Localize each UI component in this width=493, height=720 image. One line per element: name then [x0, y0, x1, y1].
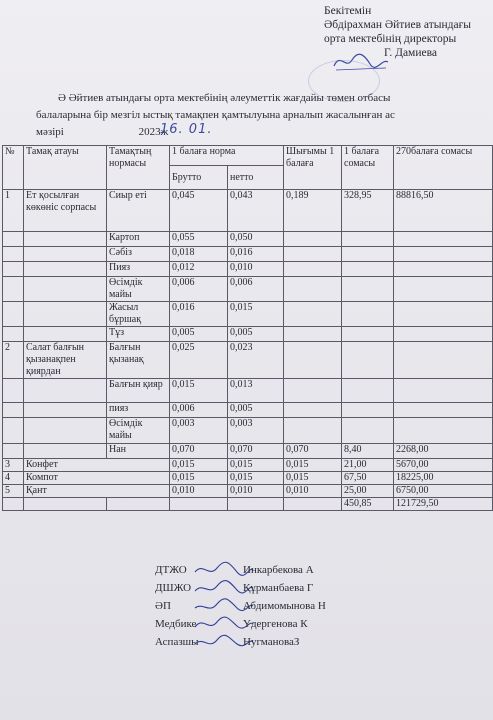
row-number: [3, 327, 24, 342]
table-row: [3, 444, 493, 459]
table-row: [3, 247, 493, 262]
row-netto: 0,070: [228, 444, 284, 459]
row-cost-one: [342, 403, 394, 418]
row-dish: [24, 444, 107, 459]
row-dish: Ет қосылған көкөніс сорпасы: [24, 190, 107, 232]
row-cost-270: 5670,00: [394, 459, 493, 472]
row-brutto: 0,045: [170, 190, 228, 232]
signature-name: НугмановаЗ: [243, 636, 300, 648]
row-dish: [24, 498, 107, 511]
row-number: [3, 277, 24, 302]
row-cost-one: 328,95: [342, 190, 394, 232]
row-output: [284, 232, 342, 247]
row-ingredient: Балғын қызанақ: [107, 342, 170, 379]
row-number: [3, 247, 24, 262]
row-dish: [24, 232, 107, 247]
row-dish: [24, 302, 107, 327]
row-netto: 0,010: [228, 485, 284, 498]
table-row: [3, 302, 493, 327]
row-output: [284, 327, 342, 342]
approval-school: Әбдірахман Әйтиев атындағы: [324, 19, 472, 31]
table-row: [3, 459, 493, 472]
row-number: [3, 418, 24, 444]
table-row: [3, 418, 493, 444]
row-number: [3, 379, 24, 403]
row-ingredient: Картоп: [107, 232, 170, 247]
row-netto: [228, 498, 284, 511]
row-number: [3, 262, 24, 277]
row-cost-one: [342, 232, 394, 247]
signature-role: ДТЖО: [155, 564, 187, 576]
row-cost-270: [394, 232, 493, 247]
row-ingredient: пияз: [107, 403, 170, 418]
row-brutto: 0,006: [170, 403, 228, 418]
row-output: 0,189: [284, 190, 342, 232]
header-per-child: 1 балаға норма: [170, 146, 284, 166]
row-netto: 0,023: [228, 342, 284, 379]
signature-name: Абдимомынова Н: [243, 600, 326, 612]
row-dish: [24, 379, 107, 403]
row-netto: 0,043: [228, 190, 284, 232]
approval-position: орта мектебінің директоры: [324, 33, 457, 45]
row-dish: [24, 327, 107, 342]
row-number: 3: [3, 459, 24, 472]
heading-menu-word: мәзірі: [36, 126, 64, 138]
row-ingredient: Жасыл бұршақ: [107, 302, 170, 327]
row-ingredient: Нан: [107, 444, 170, 459]
row-output: 0,070: [284, 444, 342, 459]
row-cost-one: [342, 277, 394, 302]
header-dish: Тамақ атауы: [24, 146, 107, 190]
heading-line-3: [36, 124, 478, 141]
menu-table: [2, 145, 493, 511]
header-norm: Тамақтың нормасы: [107, 146, 170, 190]
heading-line-2: балаларына бір мезгіл ыстық тамақпен қамтылуына арналып жасалынған ас: [36, 109, 395, 121]
row-cost-270: 6750,00: [394, 485, 493, 498]
row-output: [284, 342, 342, 379]
signature-name: Инкарбекова А: [243, 564, 314, 576]
table-row: [3, 277, 493, 302]
approval-director: Г. Дамиева: [384, 47, 437, 59]
row-cost-270: [394, 379, 493, 403]
table-row: [3, 190, 493, 232]
row-ingredient: Балғын қияр: [107, 379, 170, 403]
row-cost-270: 18225,00: [394, 472, 493, 485]
row-ingredient: Сәбіз: [107, 247, 170, 262]
row-netto: 0,005: [228, 403, 284, 418]
row-dish: [24, 418, 107, 444]
row-output: [284, 379, 342, 403]
row-number: 5: [3, 485, 24, 498]
row-cost-270: 121729,50: [394, 498, 493, 511]
header-netto: нетто: [228, 166, 284, 190]
row-brutto: 0,018: [170, 247, 228, 262]
row-cost-270: [394, 302, 493, 327]
table-row: [3, 403, 493, 418]
row-brutto: 0,016: [170, 302, 228, 327]
row-output: [284, 418, 342, 444]
row-output: [284, 498, 342, 511]
signature-role: ДШЖО: [155, 582, 192, 594]
row-brutto: [170, 498, 228, 511]
row-number: [3, 498, 24, 511]
row-ingredient: Өсімдік майы: [107, 418, 170, 444]
table-row: [3, 379, 493, 403]
row-dish: Конфет: [24, 459, 170, 472]
approval-title: Бекітемін: [324, 5, 372, 17]
row-cost-one: 8,40: [342, 444, 394, 459]
row-output: [284, 262, 342, 277]
row-netto: 0,006: [228, 277, 284, 302]
row-brutto: 0,070: [170, 444, 228, 459]
handwritten-date: 16. 01.: [160, 122, 213, 137]
signature-role: Медбике: [155, 618, 197, 630]
row-netto: 0,013: [228, 379, 284, 403]
signature-role: Аспазшы: [155, 636, 199, 648]
row-ingredient: Тұз: [107, 327, 170, 342]
document-heading: [36, 90, 478, 141]
row-cost-270: [394, 342, 493, 379]
table-row: [3, 232, 493, 247]
table-row: [3, 472, 493, 485]
row-cost-270: 2268,00: [394, 444, 493, 459]
row-dish: Қант: [24, 485, 170, 498]
row-number: [3, 302, 24, 327]
row-brutto: 0,015: [170, 472, 228, 485]
row-cost-270: [394, 277, 493, 302]
row-cost-270: [394, 327, 493, 342]
row-output: 0,015: [284, 472, 342, 485]
row-cost-one: 25,00: [342, 485, 394, 498]
row-netto: 0,003: [228, 418, 284, 444]
row-dish: [24, 403, 107, 418]
table-row: [3, 327, 493, 342]
row-brutto: 0,010: [170, 485, 228, 498]
row-cost-one: [342, 418, 394, 444]
row-netto: 0,016: [228, 247, 284, 262]
header-cost-270: 270балаға сомасы: [394, 146, 493, 190]
row-brutto: 0,005: [170, 327, 228, 342]
row-ingredient: Өсімдік майы: [107, 277, 170, 302]
row-dish: [24, 262, 107, 277]
row-brutto: 0,025: [170, 342, 228, 379]
row-cost-one: 67,50: [342, 472, 394, 485]
row-ingredient: Сиыр еті: [107, 190, 170, 232]
row-number: 4: [3, 472, 24, 485]
header-number: №: [3, 146, 24, 190]
heading-year: 2023ж: [138, 126, 169, 138]
row-cost-one: [342, 327, 394, 342]
row-cost-270: [394, 262, 493, 277]
row-brutto: 0,015: [170, 379, 228, 403]
row-number: 1: [3, 190, 24, 232]
row-brutto: 0,015: [170, 459, 228, 472]
row-netto: 0,005: [228, 327, 284, 342]
row-netto: 0,015: [228, 302, 284, 327]
heading-line-1: Ә Әйтиев атындағы орта мектебінің әлеуметтік жағдайы төмен отбасы: [58, 92, 391, 104]
row-dish: [24, 277, 107, 302]
row-output: [284, 277, 342, 302]
row-cost-one: 21,00: [342, 459, 394, 472]
row-number: 2: [3, 342, 24, 379]
row-dish: Компот: [24, 472, 170, 485]
row-cost-270: [394, 247, 493, 262]
row-brutto: 0,003: [170, 418, 228, 444]
row-output: 0,010: [284, 485, 342, 498]
header-cost-one: 1 балаға сомасы: [342, 146, 394, 190]
signature-name: Құрманбаева Г: [243, 582, 314, 594]
row-dish: [24, 247, 107, 262]
header-brutto: Брутто: [170, 166, 228, 190]
row-cost-one: [342, 247, 394, 262]
row-output: [284, 302, 342, 327]
row-output: [284, 247, 342, 262]
table-row: [3, 485, 493, 498]
row-brutto: 0,055: [170, 232, 228, 247]
row-netto: 0,015: [228, 472, 284, 485]
row-cost-one: [342, 262, 394, 277]
row-brutto: 0,012: [170, 262, 228, 277]
row-cost-one: [342, 379, 394, 403]
row-brutto: 0,006: [170, 277, 228, 302]
row-netto: 0,050: [228, 232, 284, 247]
row-cost-one: [342, 302, 394, 327]
row-output: 0,015: [284, 459, 342, 472]
row-cost-270: [394, 418, 493, 444]
row-dish: Салат балғын қызанақпен қиярдан: [24, 342, 107, 379]
row-ingredient: [107, 498, 170, 511]
row-number: [3, 232, 24, 247]
row-cost-one: [342, 342, 394, 379]
row-output: [284, 403, 342, 418]
signature-role: ӘП: [155, 600, 171, 612]
signature-name: Үдергенова К: [243, 618, 308, 630]
table-row: [3, 262, 493, 277]
row-cost-one: 450,85: [342, 498, 394, 511]
table-row: [3, 342, 493, 379]
row-cost-270: 88816,50: [394, 190, 493, 232]
row-netto: 0,010: [228, 262, 284, 277]
row-number: [3, 444, 24, 459]
row-netto: 0,015: [228, 459, 284, 472]
row-ingredient: Пияз: [107, 262, 170, 277]
row-cost-270: [394, 403, 493, 418]
row-number: [3, 403, 24, 418]
header-output: Шығымы 1 балаға: [284, 146, 342, 190]
table-row: [3, 498, 493, 511]
